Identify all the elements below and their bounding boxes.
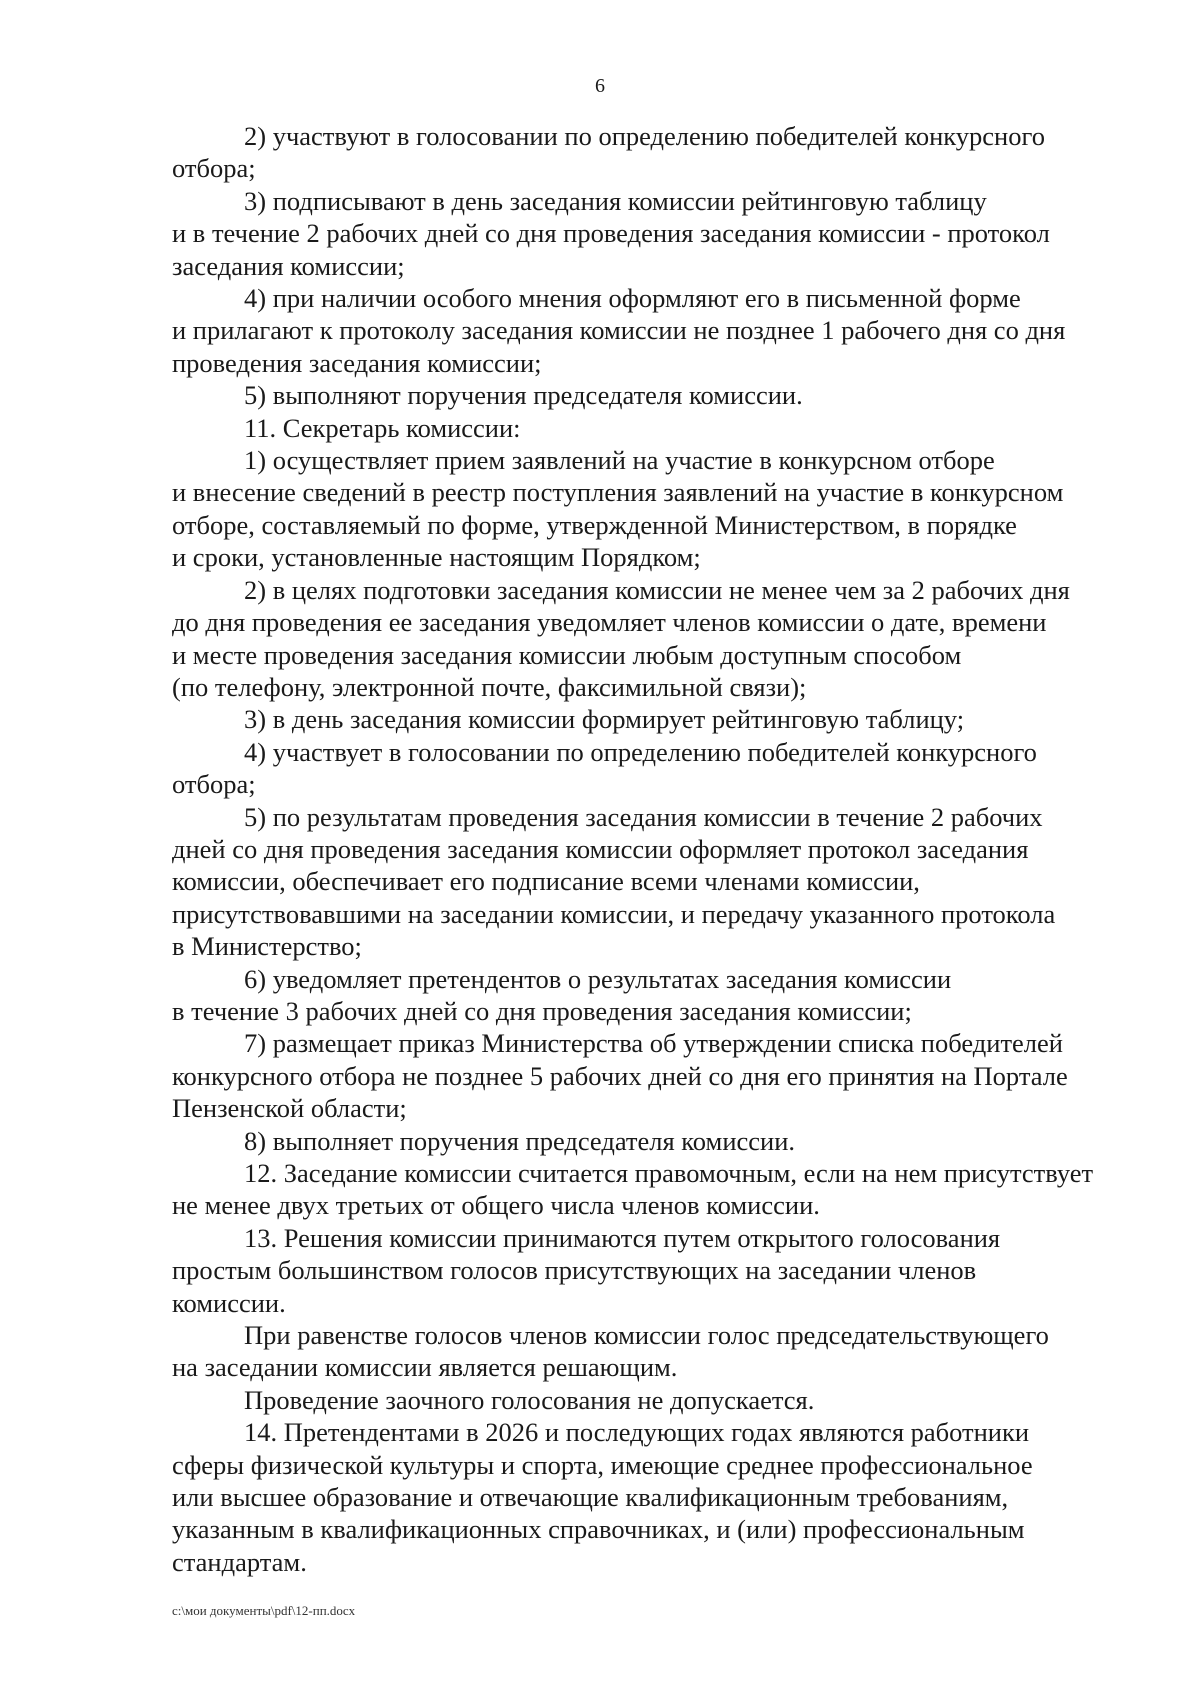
text-line: на заседании комиссии является решающим. (172, 1352, 678, 1383)
text-line: Проведение заочного голосования не допускается. (244, 1384, 815, 1415)
text-line: 5) по результатам проведения заседания комиссии в течение 2 рабочих (244, 801, 1043, 832)
text-line: комиссии, обеспечивает его подписание всеми членами комиссии, (172, 866, 920, 897)
text-line: Пензенской области; (172, 1093, 407, 1124)
text-line: сферы физической культуры и спорта, имеющие среднее профессиональное (172, 1449, 1033, 1480)
text-line: заседания комиссии; (172, 250, 405, 281)
text-line: отбора; (172, 153, 256, 184)
text-line: простым большинством голосов присутствующих на заседании членов (172, 1255, 977, 1286)
text-line: 2) в целях подготовки заседания комиссии не менее чем за 2 рабочих дня (244, 574, 1070, 605)
text-line: отбора; (172, 769, 256, 800)
text-line: и прилагают к протоколу заседания комиссии не позднее 1 рабочего дня со дня (172, 315, 1066, 346)
text-line: в Министерство; (172, 931, 362, 962)
text-line: отборе, составляемый по форме, утвержденной Министерством, в порядке (172, 509, 1017, 540)
text-line: и месте проведения заседания комиссии любым доступным способом (172, 639, 962, 670)
text-line: стандартам. (172, 1546, 307, 1577)
text-line: 4) при наличии особого мнения оформляют его в письменной форме (244, 283, 1021, 314)
text-line: проведения заседания комиссии; (172, 347, 542, 378)
document-body (172, 120, 1144, 1578)
text-line: 14. Претендентами в 2026 и последующих годах являются работники (244, 1417, 1030, 1448)
text-line: 4) участвует в голосовании по определению победителей конкурсного (244, 736, 1037, 767)
text-line: не менее двух третьих от общего числа членов комиссии. (172, 1190, 820, 1221)
text-line: и в течение 2 рабочих дней со дня проведения заседания комиссии - протокол (172, 218, 1050, 249)
text-line: 3) подписывают в день заседания комиссии рейтинговую таблицу (244, 185, 987, 216)
text-line: 3) в день заседания комиссии формирует рейтинговую таблицу; (244, 704, 965, 735)
text-line: указанным в квалификационных справочниках, и (или) профессиональным (172, 1514, 1025, 1545)
text-line: (по телефону, электронной почте, факсимильной связи); (172, 671, 807, 702)
text-line: или высшее образование и отвечающие квалификационным требованиям, (172, 1482, 1009, 1513)
text-line: 2) участвуют в голосовании по определению победителей конкурсного (244, 121, 1045, 151)
text-line: комиссии. (172, 1287, 286, 1318)
page-number: 6 (595, 75, 605, 97)
text-line: 8) выполняет поручения председателя комиссии. (244, 1125, 796, 1156)
text-line: 7) размещает приказ Министерства об утверждении списка победителей (244, 1028, 1063, 1059)
text-line: в течение 3 рабочих дней со дня проведения заседания комиссии; (172, 995, 912, 1026)
text-line: При равенстве голосов членов комиссии голос председательствующего (244, 1320, 1049, 1351)
text-line: до дня проведения ее заседания уведомляет членов комиссии о дате, времени (172, 607, 1047, 638)
text-line: 6) уведомляет претендентов о результатах заседания комиссии (244, 963, 952, 994)
text-line: 13. Решения комиссии принимаются путем открытого голосования (244, 1222, 1001, 1253)
text-line: конкурсного отбора не позднее 5 рабочих дней со дня его принятия на Портале (172, 1060, 1068, 1091)
text-line: 12. Заседание комиссии считается правомочным, если на нем присутствует (244, 1158, 1094, 1188)
footer-file-path: c:\мои документы\pdf\12-пп.docx (172, 1603, 356, 1618)
text-line: 5) выполняют поручения председателя комиссии. (244, 380, 803, 411)
text-line: 1) осуществляет прием заявлений на участие в конкурсном отборе (244, 445, 995, 476)
text-line: и сроки, установленные настоящим Порядком; (172, 542, 701, 573)
text-line: дней со дня проведения заседания комиссии оформляет протокол заседания (172, 833, 1029, 864)
text-line: и внесение сведений в реестр поступления заявлений на участие в конкурсном (172, 477, 1064, 508)
text-line: 11. Секретарь комиссии: (244, 412, 521, 443)
text-line: присутствовавшими на заседании комиссии, и передачу указанного протокола (172, 898, 1056, 929)
